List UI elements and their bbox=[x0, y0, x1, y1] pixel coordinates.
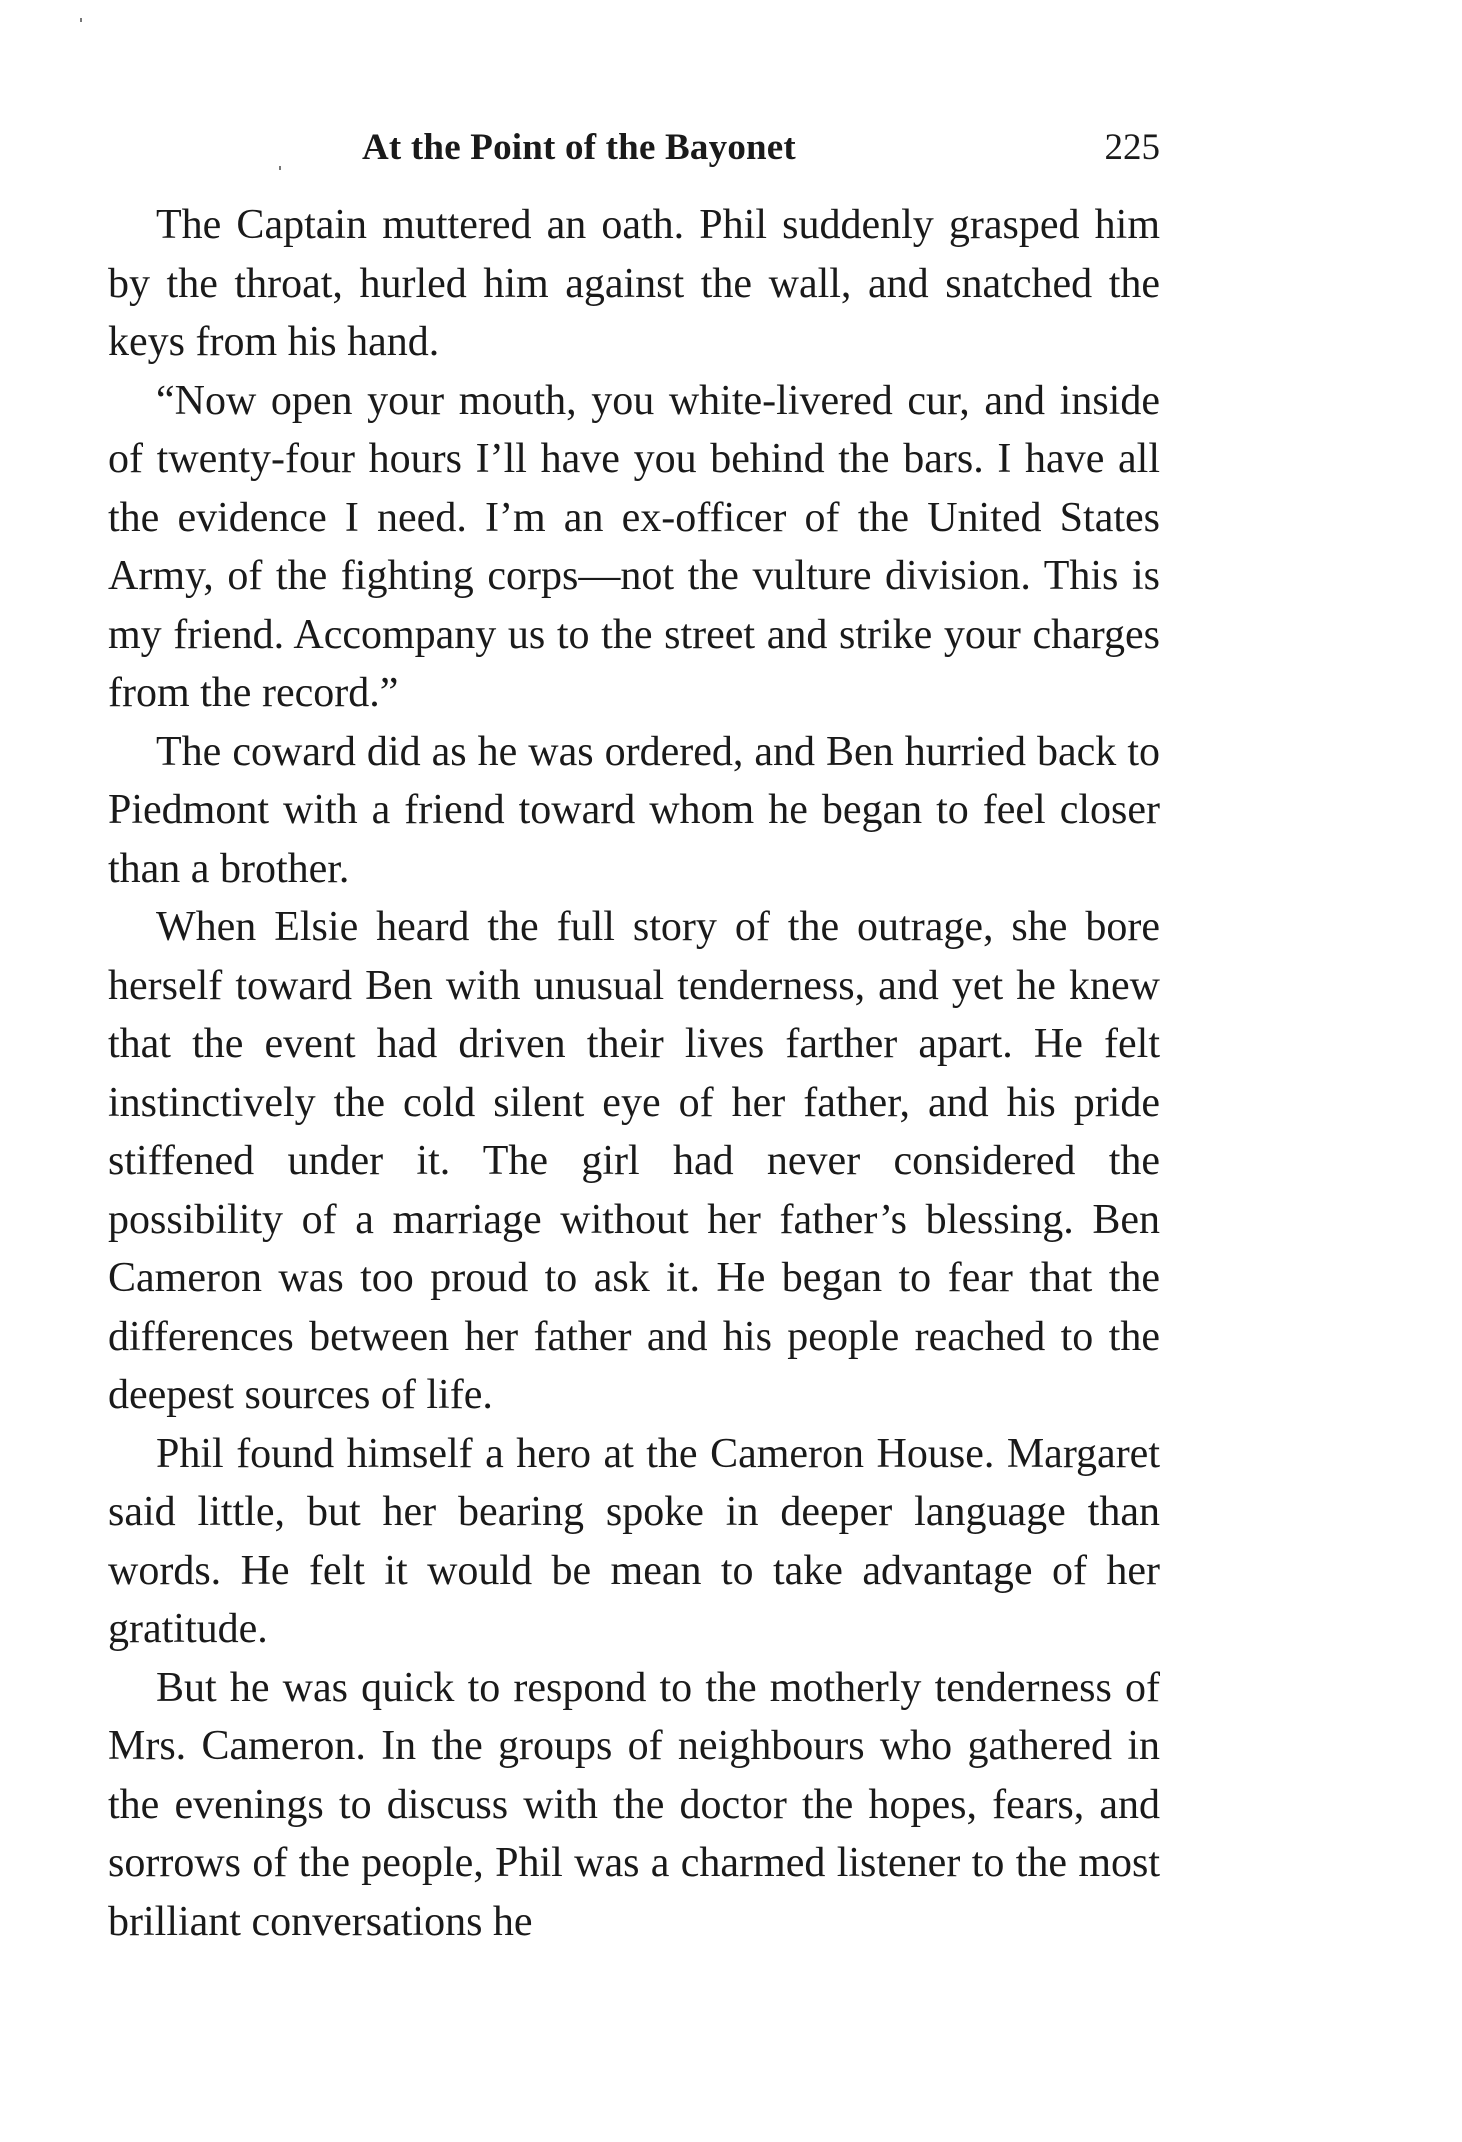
paragraph: The Captain muttered an oath. Phil suddenly grasped him by the throat, hurled him against the wall, and snatched the keys from his hand. bbox=[108, 202, 1160, 365]
paragraph: When Elsie heard the full story of the outrage, she bore herself toward Ben with unusual tenderness, and yet he knew that the event had driven their lives farther apart. He felt instinctively the cold silent eye of her father, and his pride stiffened under it. The girl had never considered the possibility of a marriage without her father’s blessing. Ben Cameron was too proud to ask it. He began to fear that the differences between her father and his people reached to the deepest sources of life. bbox=[108, 904, 1160, 1418]
paragraph: But he was quick to respond to the motherly tenderness of Mrs. Cameron. In the groups of neighbours who gathered in the evenings to discuss with the doctor the hopes, fears, and sorrows of the people, Phil was a charmed listener to the most brilliant conversations he bbox=[108, 1664, 1160, 1945]
scan-speck bbox=[80, 18, 82, 22]
page-number: 225 bbox=[1104, 127, 1160, 168]
paragraph: “Now open your mouth, you white-livered cur, and inside of twenty-four hours I’ll have you behind the bars. I have all the evidence I need. I’m an ex-officer of the United States Army, of the fighting corps—not the vulture division. This is my friend. Accompany us to the street and strike your charges from the record.” bbox=[108, 377, 1160, 716]
page-header bbox=[108, 118, 1160, 178]
body-text bbox=[108, 196, 1160, 1951]
paragraph: The coward did as he was ordered, and Ben hurried back to Piedmont with a friend toward whom he began to feel closer than a brother. bbox=[108, 728, 1160, 892]
paragraph: Phil found himself a hero at the Cameron House. Margaret said little, but her bearing spoke in deeper language than words. He felt it would be mean to take advantage of her gratitude. bbox=[108, 1430, 1160, 1652]
running-title: At the Point of the Bayonet bbox=[362, 127, 796, 168]
